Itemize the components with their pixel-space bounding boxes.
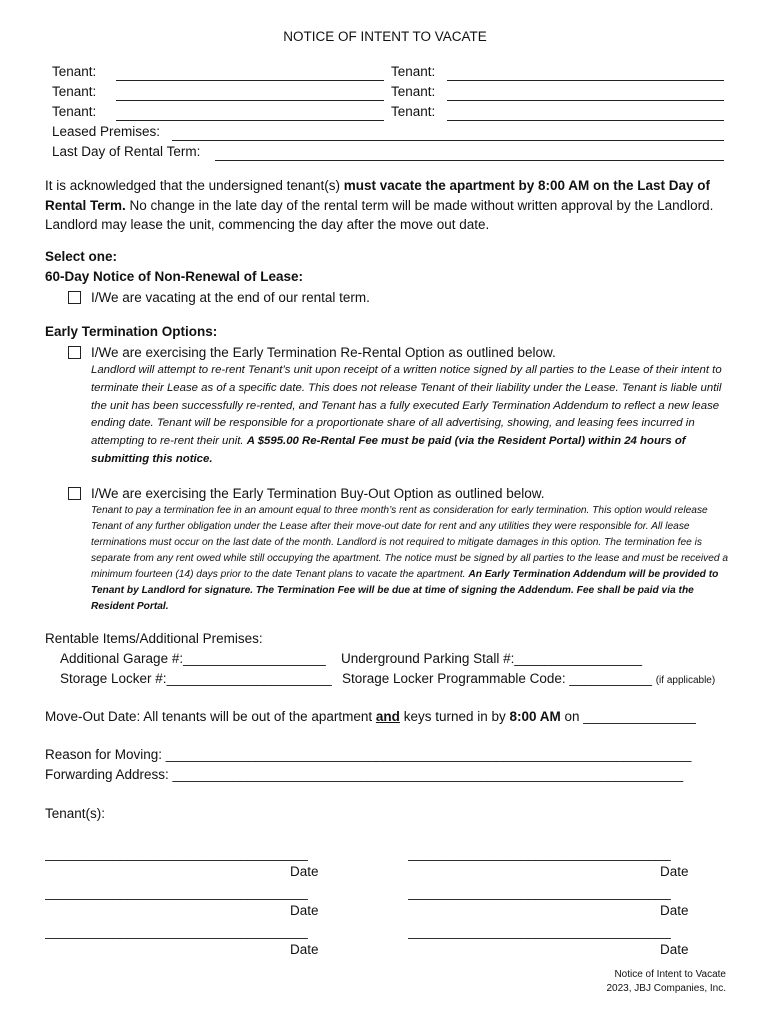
acknowledgement-paragraph xyxy=(45,176,735,235)
ack-bold-text: must vacate the apartment by 8:00 AM on the Last Day of Rental Term. xyxy=(45,178,711,213)
tenant-label: Tenant: xyxy=(52,104,97,119)
move-out-time: 8:00 AM xyxy=(509,709,561,724)
signature-line[interactable]: ___________________________________ xyxy=(408,846,671,861)
rentable-items-heading: Rentable Items/Additional Premises: xyxy=(45,631,263,646)
move-out-date-field[interactable] xyxy=(45,709,696,724)
footer xyxy=(606,968,726,996)
nonrenewal-checkbox[interactable] xyxy=(68,291,81,304)
date-label: Date xyxy=(660,864,689,879)
tenant-5-field[interactable] xyxy=(116,120,384,121)
tenant-2-field[interactable] xyxy=(447,80,724,81)
rerental-checkbox[interactable] xyxy=(68,346,81,359)
rerental-option-label: I/We are exercising the Early Termination Re-Rental Option as outlined below. xyxy=(91,345,556,360)
signature-line[interactable]: ___________________________________ xyxy=(408,924,671,939)
signature-line[interactable]: ___________________________________ xyxy=(45,924,308,939)
buyout-option-label: I/We are exercising the Early Termination Buy-Out Option as outlined below. xyxy=(91,486,545,501)
date-label: Date xyxy=(290,864,319,879)
date-label: Date xyxy=(290,903,319,918)
locker-code-field[interactable] xyxy=(342,671,715,686)
tenant-6-field[interactable] xyxy=(447,120,724,121)
leased-premises-field[interactable] xyxy=(172,140,724,141)
date-label: Date xyxy=(660,903,689,918)
forwarding-address-field[interactable]: Forwarding Address: ____________________________________________________________________ xyxy=(45,767,684,782)
nonrenewal-option-label: I/We are vacating at the end of our rental term. xyxy=(91,290,370,305)
if-applicable-note: (if applicable) xyxy=(655,675,716,686)
move-out-date-blank: on _______________ xyxy=(560,709,696,724)
footer-document-name: Notice of Intent to Vacate xyxy=(614,969,726,980)
signature-line[interactable]: ___________________________________ xyxy=(408,885,671,900)
buyout-description xyxy=(91,503,731,615)
ack-text: It is acknowledged that the undersigned tenant(s) xyxy=(45,178,344,193)
locker-code-label: Storage Locker Programmable Code: ___________ xyxy=(342,671,652,686)
buyout-checkbox[interactable] xyxy=(68,487,81,500)
move-out-and: and xyxy=(375,709,400,724)
ack-text-continued: No change in the late day of the rental term will be made without written approval by the Landlord. Landlord may lease the unit, commencing the day after the move out date. xyxy=(45,197,714,232)
tenant-label: Tenant: xyxy=(391,64,436,79)
rerental-text: Landlord will attempt to re-rent Tenant’s unit upon receipt of a written notice signed by all parties to the Lease of their intent to terminate their Lease as of a specific date. This does not release Tenant of their liability under the Lease. Tenant is liable until the unit has been successfully re-rented, and Tenant has a fully executed Early Termination Addendum to reflect a new lease ending date. Tenant will be responsible for a proportionate share of all advertising, showing, and leasing fees incurred in attempting to re-rent their unit. xyxy=(91,364,722,448)
storage-locker-field[interactable]: Storage Locker #:______________________ xyxy=(60,671,332,686)
document-title: NOTICE OF INTENT TO VACATE xyxy=(283,29,487,44)
tenant-3-field[interactable] xyxy=(116,100,384,101)
early-termination-heading: Early Termination Options: xyxy=(45,324,218,339)
rerental-fee-text: A $595.00 Re-Rental Fee must be paid (via the Resident Portal) within 24 hours of submitting this notice. xyxy=(91,435,686,465)
tenant-label: Tenant: xyxy=(52,64,97,79)
rerental-description xyxy=(91,362,731,469)
last-day-label: Last Day of Rental Term: xyxy=(52,144,201,159)
tenant-1-field[interactable] xyxy=(116,80,384,81)
date-label: Date xyxy=(290,942,319,957)
signature-line[interactable]: ___________________________________ xyxy=(45,885,308,900)
move-out-text: Move-Out Date: All tenants will be out of the apartment xyxy=(45,709,376,724)
buyout-text: Tenant to pay a termination fee in an amount equal to three month’s rent as consideration for early termination. This option would release Tenant of any further obligation under the Lease after their move-out date for rent and any utilities they were responsible for. All lease terminations must occur on the last date of the month. Landlord is not required to mitigate damages in this option. The termination fee is separate from any rent owed while still occupying the apartment. The notice must be signed by all parties to the lease and must be received a minimum fourteen (14) days prior to the date Tenant plans to vacate the apartment. xyxy=(91,505,729,580)
buyout-addendum-text: An Early Termination Addendum will be provided to Tenant by Landlord for signature. The Termination Fee will be due at time of signing the Addendum. Fee shall be paid via the Resident Portal. xyxy=(91,569,719,612)
signature-line[interactable]: ___________________________________ xyxy=(45,846,308,861)
tenant-4-field[interactable] xyxy=(447,100,724,101)
reason-for-moving-field[interactable]: Reason for Moving: ______________________________________________________________________ xyxy=(45,747,692,762)
parking-stall-field[interactable]: Underground Parking Stall #:_________________ xyxy=(341,651,642,666)
garage-field[interactable]: Additional Garage #:___________________ xyxy=(60,651,326,666)
move-out-text-2: keys turned in by xyxy=(399,709,510,724)
nonrenewal-heading: 60-Day Notice of Non-Renewal of Lease: xyxy=(45,269,304,284)
footer-copyright: 2023, JBJ Companies, Inc. xyxy=(606,983,726,994)
select-one-heading: Select one: xyxy=(45,249,118,264)
tenants-heading: Tenant(s): xyxy=(45,806,106,821)
date-label: Date xyxy=(660,942,689,957)
tenant-label: Tenant: xyxy=(52,84,97,99)
tenant-label: Tenant: xyxy=(391,84,436,99)
tenant-label: Tenant: xyxy=(391,104,436,119)
leased-premises-label: Leased Premises: xyxy=(52,124,161,139)
last-day-field[interactable] xyxy=(215,160,724,161)
